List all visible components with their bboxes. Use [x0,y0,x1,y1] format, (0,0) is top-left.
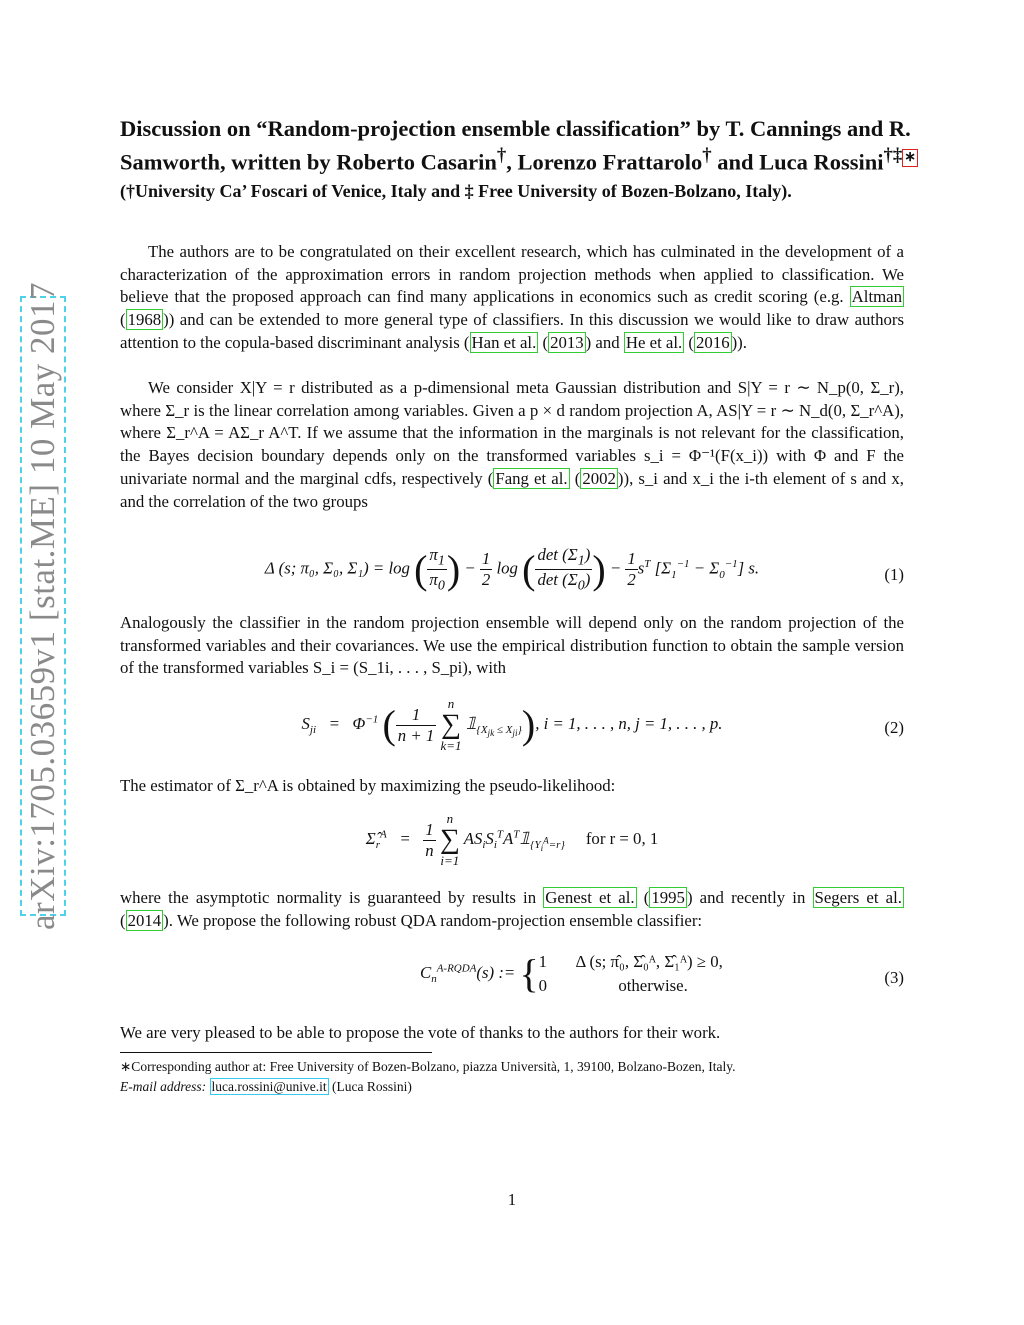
arxiv-id-text: arXiv:1705.03659v1 [stat.ME] 10 May 2017 [23,282,62,930]
paragraph-estimator: The estimator of Σ_r^A is obtained by maximizing the pseudo-likelihood: [120,776,616,795]
ref-altman-year[interactable]: 1968 [127,310,162,330]
p2-text-a: We consider X|Y = r distributed as a p-dimensional meta Gaussian distribution and S|Y = r ∼ N_p(0, Σ_r), where Σ_r is the linear correlation among variables. Given a p × d random projection A, AS|Y = r ∼ N_d(0, Σ_r^A), where Σ_r^A = AΣ_r A^T. If we assume that the information in the marginals is not relevant for the classification, the Bayes decision boundary depends only on the transformed variables s_i = Φ⁻¹(F(x_i)) with Φ and F the univariate normal and the marginal cdfs, respectively ( [120,378,904,488]
ref-fang[interactable]: Fang et al. [495,468,568,488]
ref-segers[interactable]: Segers et al. [814,888,902,907]
title-author-lorenzo: , Lorenzo Frattarolo [506,149,703,175]
equation-sigma-hat: $\Sigmâ_r^A$ = $\frac{1}{n}$ n ∑ i=1 $AS_iS_i^TA^T𝟙_{\{Y_i^A=r\}}$ for r = 0, 1 [365,811,659,868]
title-dagger: † [496,145,507,166]
title-author-luca: and Luca Rossini [711,149,884,175]
paragraph-model: We consider X|Y = r distributed as a p-dimensional meta Gaussian distribution and S|Y = r ∼ N_p(0, Σ_r), where Σ_r is the linear correlation among variables. Given a p × d random projection A, AS|Y = r ∼ N_d(0, Σ_r^A), where Σ_r^A = AΣ_r A^T. If we assume that the information in the marginals is not relevant for the classification, the Bayes decision boundary depends only on the transformed variables s_i = Φ⁻¹(F(x_i)) with Φ and F the univariate normal and the marginal cdfs, respectively ( Fang et al. ( 2002 )), s_i and x_i the i-th element of s and x, and the correlation of the two groups [120,378,904,511]
p2-text-b: )), s_i and x_i the i-th element of s and x, and the correlation of the two groups [120,468,904,511]
eq3-case1: Δ (s; π̂₀, Σ̂₀ᴬ, Σ̂₁ᴬ) ≥ 0, [575,952,723,971]
ref-he[interactable]: He et al. [625,332,683,352]
arxiv-margin-stamp [20,282,66,930]
ref-fang-year[interactable]: 2002 [582,468,616,488]
paper-title [120,115,936,205]
eq1-left: Δ (s; π₀, Σ₀, Σ₁) = log [264,558,410,578]
equation-2: $S_{ji} = \Phi^{-1}$ ( $\frac{1}{n + 1}$ n ∑ k=1 $𝟙_{\{X_{jk} \le X_{ji}\}}$), i = 1, . . . , n, j = 1, . . . , p. (2) [301,696,904,753]
footnote-star-link[interactable]: ∗ [904,150,917,165]
ref-he-year[interactable]: 2016 [696,332,730,352]
title-marks: †‡ [883,145,903,166]
eq3-number: (3) [884,968,904,987]
title-main: Discussion on “Random-projection ensemble classification” by T. Cannings and R. Samworth, written by Roberto Casarin [120,116,911,175]
email-link[interactable]: luca.rossini@unive.it [211,1079,327,1094]
footnote-email-line [120,1077,920,1096]
p5-text-c: ). We propose the following robust QDA random-projection ensemble classifier: [163,910,703,930]
equation-1: Δ (s; π₀, Σ₀, Σ₁) = log ( $\frac{\pi_1}{\pi_0}$ ) − $\frac{1}{2}$ log ( $\frac{\det (\Sigma_1)}{\det (\Sigma_0)}$ ) − $\frac{1}{2}$ $s^T$ $[\Sigma_1^{-1} - \Sigma_0^{-1}]$ s. (1) [264,545,904,594]
equation-3: $C_n^{A-RQDA}(s)$ := { 1 Δ (s; π̂₀, Σ̂₀ᴬ, Σ̂₁ᴬ) ≥ 0, 0 otherwise. (3) [420,951,904,996]
paragraph-thanks: We are very pleased to be able to propose the vote of thanks to the authors for their work. [120,1023,721,1042]
p1-text-b: )) and can be extended to more general type of classifiers. In this discussion we would like to draw authors attention to the copula-based discriminant analysis ( [120,310,904,352]
title-affiliation: (†University Ca’ Foscari of Venice, Italy and ‡ Free University of Bozen-Bolzano, Italy). [120,180,792,201]
page-number: 1 [507,1190,517,1209]
eq2-number: (2) [884,718,904,737]
eq3-case2: otherwise. [618,976,688,995]
email-name: (Luca Rossini) [328,1079,412,1094]
ref-han-year[interactable]: 2013 [550,332,584,352]
ref-segers-year[interactable]: 2014 [127,910,162,930]
eq1-number: (1) [884,565,904,584]
title-dagger-2: † [702,145,712,166]
ref-han[interactable]: Han et al. [471,332,537,352]
eq-sigma-tail: for r = 0, 1 [585,828,659,848]
ref-altman[interactable]: Altman [851,287,902,307]
paragraph-ensemble: Analogously the classifier in the random projection ensemble will depend only on the random projection of the transformed variables and their covariances. We use the empirical distribution function to obtain the sample version of the transformed variables S_i = (S_1i, . . . , S_pi), with [120,613,904,678]
ref-genest-year[interactable]: 1995 [651,888,685,907]
footnote-corresponding: ∗Corresponding author at: Free University of Bozen-Bolzano, piazza Università, 1, 39100, Bolzano-Bozen, Italy. [120,1059,736,1074]
eq2-tail: , i = 1, . . . , n, j = 1, . . . , p. [535,713,723,733]
email-label: E-mail address: [120,1079,210,1094]
ref-genest[interactable]: Genest et al. [545,888,635,907]
p5-text-a: where the asymptotic normality is guaranteed by results in [120,888,544,907]
p5-text-b: ) and recently in [686,888,813,907]
paragraph-normality: where the asymptotic normality is guaranteed by results in Genest et al. ( 1995 ) and recently in Segers et al. ( 2014 ). We propose the following robust QDA random-projection ensemble classifier: [120,888,902,930]
p1-text-a: The authors are to be congratulated on their excellent research, which has culminated in the development of a characterization of the approximation errors in random projection methods when applied to classification. We believe that the proposed approach can find many applications in economics such as credit scoring (e.g. [120,242,904,307]
footnote-rule [120,1052,432,1053]
paragraph-intro: The authors are to be congratulated on their excellent research, which has culminated in the development of a characterization of the approximation errors in random projection methods when applied to classification. We believe that the proposed approach can find many applications in economics such as credit scoring (e.g. Altman ( 1968 )) and can be extended to more general type of classifiers. In this discussion we would like to draw authors attention to the copula-based discriminant analysis ( Han et al. ( 2013 ) and He et al. ( 2016 )). [120,242,904,352]
